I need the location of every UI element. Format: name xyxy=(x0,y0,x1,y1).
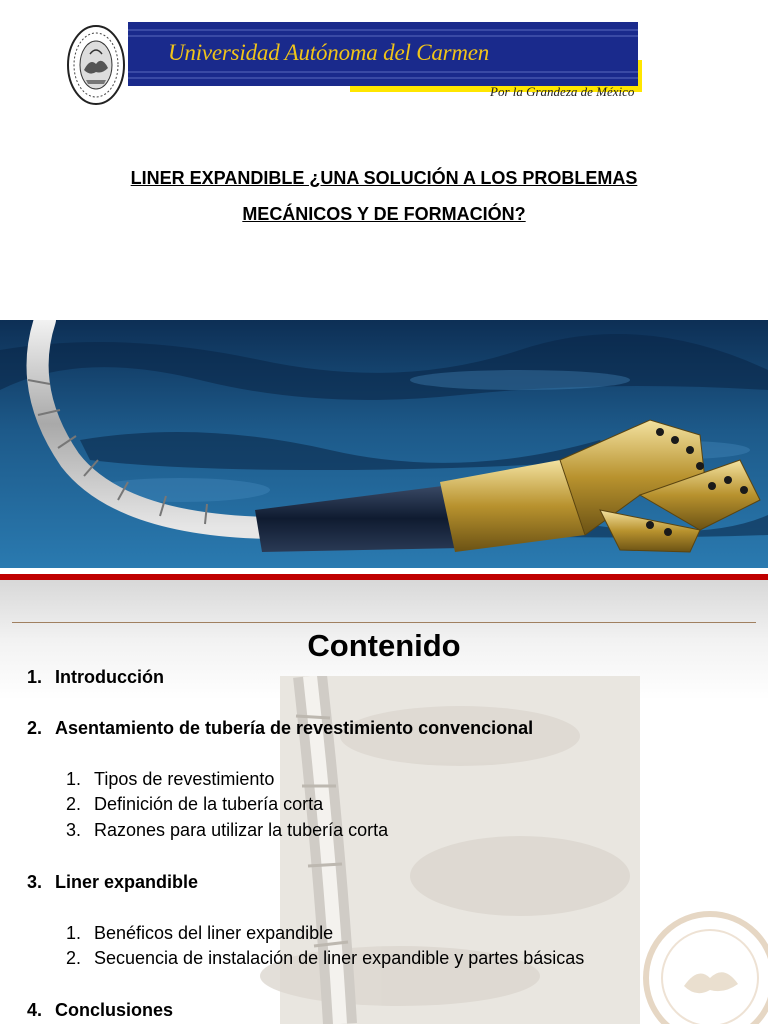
toc-item: 2. Asentamiento de tubería de revestimiento convencional xyxy=(27,718,534,738)
toc-subitem: 1. Tipos de revestimiento xyxy=(66,769,275,789)
toc-subitem: 2. Definición de la tubería corta xyxy=(66,794,324,814)
toc-item: 4. Conclusiones xyxy=(27,1000,174,1020)
toc-item: 1. Introducción xyxy=(27,667,164,687)
toc-subitem-label: Benéficos del liner expandible xyxy=(94,923,334,943)
toc-item-label: Conclusiones xyxy=(55,1000,174,1020)
toc-subitem-label: Razones para utilizar la tubería corta xyxy=(94,820,389,840)
presentation-title xyxy=(40,160,728,232)
university-seal-icon xyxy=(66,24,126,106)
toc-item-label: Asentamiento de tubería de revestimiento convencional xyxy=(55,718,534,738)
toc-item-label: Liner expandible xyxy=(55,872,199,892)
toc-subitem-label: Tipos de revestimiento xyxy=(94,769,275,789)
university-tagline: Por la Grandeza de México xyxy=(490,84,635,99)
contents-heading: Contenido xyxy=(307,628,461,663)
liner-drill-bit-image xyxy=(0,320,768,568)
toc-subitem-label: Secuencia de instalación de liner expandible y partes básicas xyxy=(94,948,585,968)
university-name: Universidad Autónoma del Carmen xyxy=(168,40,490,65)
table-of-contents xyxy=(0,580,768,1024)
toc-subitem: 3. Razones para utilizar la tubería corta xyxy=(66,820,389,840)
toc-subitem: 1. Benéficos del liner expandible xyxy=(66,923,334,943)
toc-subitem-label: Definición de la tubería corta xyxy=(94,794,324,814)
toc-subitem: 2. Secuencia de instalación de liner expandible y partes básicas xyxy=(66,948,585,968)
title-line-1: LINER EXPANDIBLE ¿UNA SOLUCIÓN A LOS PROBLEMAS xyxy=(130,168,638,188)
toc-item-label: Introducción xyxy=(55,667,164,687)
contents-slide xyxy=(0,580,768,1024)
title-line-2: MECÁNICOS Y DE FORMACIÓN? xyxy=(242,204,526,224)
toc-item: 3. Liner expandible xyxy=(27,872,199,892)
